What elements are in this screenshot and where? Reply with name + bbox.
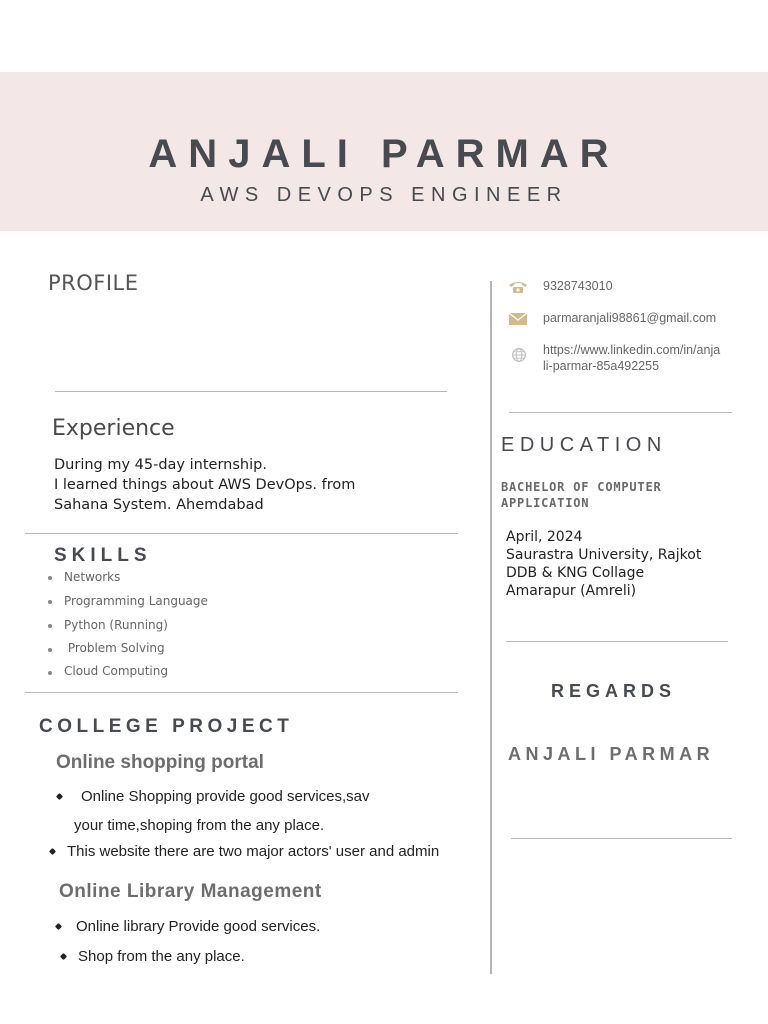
degree-line: BACHELOR OF COMPUTER bbox=[501, 480, 662, 494]
education-heading: EDUCATION bbox=[501, 434, 667, 456]
project-title: Online shopping portal bbox=[56, 752, 264, 773]
skill-item: Problem Solving bbox=[64, 641, 165, 655]
education-detail: Amarapur (Amreli) bbox=[506, 583, 637, 599]
skill-item: Cloud Computing bbox=[64, 664, 168, 678]
education-details bbox=[506, 528, 701, 600]
divider bbox=[511, 838, 732, 839]
skill-item: Programming Language bbox=[64, 594, 208, 608]
experience-heading: Experience bbox=[52, 416, 175, 441]
project-point: Online library Provide good services. bbox=[76, 918, 321, 935]
bullet-icon bbox=[56, 793, 63, 800]
divider bbox=[55, 391, 447, 392]
email-address: parmaranjali98861@gmail.com bbox=[543, 311, 717, 325]
linkedin-url[interactable] bbox=[543, 342, 720, 374]
project-point: your time,shoping from the any place. bbox=[74, 817, 325, 834]
column-divider bbox=[490, 281, 492, 974]
bullet-dot bbox=[48, 624, 52, 628]
education-detail: April, 2024 bbox=[506, 529, 583, 545]
project-point: Online Shopping provide good services,sav bbox=[81, 788, 370, 805]
bullet-icon bbox=[55, 923, 62, 930]
bullet-dot bbox=[48, 648, 52, 652]
experience-line: Sahana System. Ahemdabad bbox=[54, 497, 264, 513]
divider bbox=[25, 533, 458, 534]
education-detail: DDB & KNG Collage bbox=[506, 565, 645, 581]
linkedin-line: https://www.linkedin.com/in/anja bbox=[543, 343, 721, 357]
divider bbox=[25, 692, 458, 693]
experience-line: I learned things about AWS DevOps. from bbox=[54, 477, 356, 493]
experience-line: During my 45-day internship. bbox=[54, 457, 267, 473]
mail-icon bbox=[508, 311, 528, 327]
profile-heading: PROFILE bbox=[48, 271, 139, 295]
linkedin-line: li-parmar-85a492255 bbox=[543, 359, 660, 373]
project-point: This website there are two major actors' user and admin bbox=[67, 843, 440, 860]
project-point: Shop from the any place. bbox=[78, 948, 245, 965]
regards-name: ANJALI PARMAR bbox=[508, 744, 715, 764]
bullet-dot bbox=[48, 576, 52, 580]
college-project-heading: COLLEGE PROJECT bbox=[39, 716, 294, 737]
bullet-dot bbox=[48, 671, 52, 675]
skills-heading: SKILLS bbox=[54, 545, 152, 566]
globe-icon bbox=[509, 347, 529, 363]
bullet-icon bbox=[49, 848, 56, 855]
phone-number: 9328743010 bbox=[543, 279, 613, 293]
resume-name: ANJALI PARMAR bbox=[148, 132, 620, 176]
education-detail: Saurastra University, Rajkot bbox=[506, 547, 702, 563]
skill-item: Networks bbox=[64, 570, 121, 584]
project-title: Online Library Management bbox=[59, 881, 322, 902]
regards-heading: REGARDS bbox=[551, 681, 677, 701]
divider bbox=[509, 412, 732, 413]
bullet-icon bbox=[60, 953, 67, 960]
divider bbox=[506, 641, 728, 642]
job-title: AWS DEVOPS ENGINEER bbox=[200, 184, 568, 206]
degree bbox=[501, 479, 662, 511]
degree-line: APPLICATION bbox=[501, 496, 590, 510]
phone-icon bbox=[508, 279, 528, 295]
bullet-dot bbox=[48, 600, 52, 604]
experience-text bbox=[54, 455, 355, 515]
skill-item: Python (Running) bbox=[64, 618, 168, 632]
